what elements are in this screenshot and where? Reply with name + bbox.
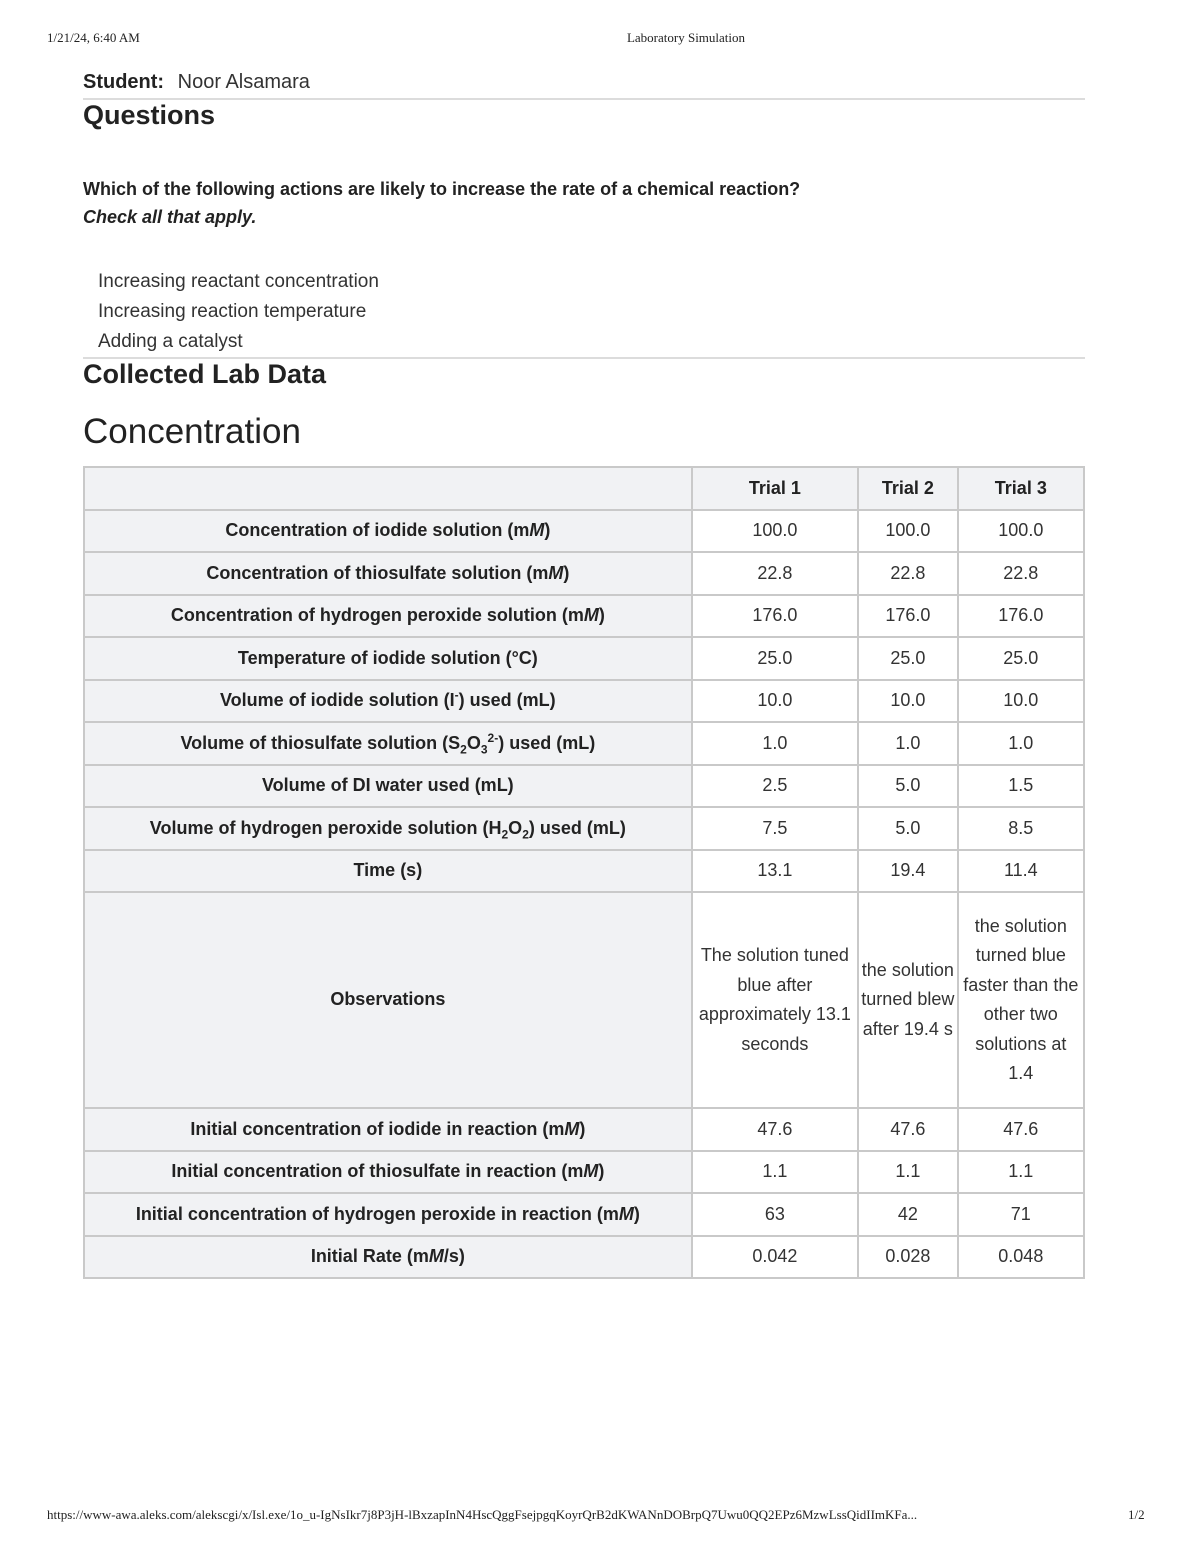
table-cell: 1.0 <box>858 722 958 765</box>
question-hint: Check all that apply. <box>83 207 257 227</box>
table-cell: 71 <box>958 1193 1084 1236</box>
table-cell: 1.1 <box>858 1151 958 1194</box>
print-header <box>0 30 1200 48</box>
table-cell: 42 <box>858 1193 958 1236</box>
table-cell: 176.0 <box>858 595 958 638</box>
table-row-observations <box>84 892 1084 1108</box>
table-row <box>84 510 1084 553</box>
table-cell: 176.0 <box>692 595 858 638</box>
print-url: https://www-awa.aleks.com/alekscgi/x/Isl.exe/1o_u-IgNsIkr7j8P3jH-lBxzapInN4HscQggFsejpgqKoyrQrB2dKWANnDOBrpQ7Uwu0QQ2EPz6MzwLssQidIImKFa... <box>47 1507 918 1522</box>
table-cell: 1.1 <box>692 1151 858 1194</box>
page-content <box>83 66 1085 1279</box>
table-title: Concentration <box>83 412 301 451</box>
answer-list <box>83 267 1085 357</box>
table-row <box>84 1151 1084 1194</box>
row-label: Concentration of hydrogen peroxide solution (mM) <box>84 595 692 638</box>
row-label: Volume of hydrogen peroxide solution $(H_2O_2)$ used (mL) <box>84 807 692 850</box>
table-cell: 47.6 <box>858 1108 958 1151</box>
row-label: Concentration of thiosulfate solution (mM) <box>84 552 692 595</box>
row-label: Initial concentration of thiosulfate in reaction (mM) <box>84 1151 692 1194</box>
column-header: Trial 3 <box>958 467 1084 510</box>
row-label: Volume of iodide solution (I-) used (mL) <box>84 680 692 723</box>
print-footer <box>0 1507 1200 1525</box>
column-header: Trial 1 <box>692 467 858 510</box>
table-cell: 13.1 <box>692 850 858 893</box>
table-cell: 47.6 <box>692 1108 858 1151</box>
table-row <box>84 1236 1084 1279</box>
table-cell: 7.5 <box>692 807 858 850</box>
table-cell: 1.0 <box>958 722 1084 765</box>
table-cell: 1.0 <box>692 722 858 765</box>
table-cell: 0.042 <box>692 1236 858 1279</box>
row-label: Initial Rate (mM/s) <box>84 1236 692 1279</box>
table-row <box>84 1193 1084 1236</box>
table-cell: 22.8 <box>958 552 1084 595</box>
table-row <box>84 637 1084 680</box>
table-row <box>84 552 1084 595</box>
row-label: Initial concentration of iodide in reaction (mM) <box>84 1108 692 1151</box>
table-header-row <box>84 467 1084 510</box>
table-cell: 47.6 <box>958 1108 1084 1151</box>
print-datetime: 1/21/24, 6:40 AM <box>47 30 140 45</box>
student-name: Noor Alsamara <box>177 71 310 93</box>
lab-data-table <box>83 466 1085 1279</box>
column-header: Trial 2 <box>858 467 958 510</box>
table-cell: 5.0 <box>858 807 958 850</box>
table-cell: 5.0 <box>858 765 958 808</box>
row-label: Volume of DI water used (mL) <box>84 765 692 808</box>
answer-item: Increasing reaction temperature <box>98 301 367 322</box>
print-page-number: 1/2 <box>1128 1507 1145 1522</box>
row-label: Concentration of iodide solution (mM) <box>84 510 692 553</box>
table-cell: 25.0 <box>958 637 1084 680</box>
row-label: Initial concentration of hydrogen peroxide in reaction (mM) <box>84 1193 692 1236</box>
table-cell: 1.1 <box>958 1151 1084 1194</box>
row-label: Time (s) <box>84 850 692 893</box>
table-cell: 22.8 <box>692 552 858 595</box>
table-cell: 10.0 <box>692 680 858 723</box>
answer-item: Increasing reactant concentration <box>98 271 379 292</box>
table-row <box>84 1108 1084 1151</box>
table-cell: 10.0 <box>858 680 958 723</box>
table-cell: 63 <box>692 1193 858 1236</box>
lab-data-title: Collected Lab Data <box>83 359 327 389</box>
table-cell: 10.0 <box>958 680 1084 723</box>
observation-cell: The solution tuned blue after approximately 13.1 seconds <box>692 892 858 1108</box>
table-cell: 19.4 <box>858 850 958 893</box>
table-row <box>84 722 1084 765</box>
table-cell: 100.0 <box>858 510 958 553</box>
student-line <box>83 66 1085 98</box>
question-prompt: Which of the following actions are likely to increase the rate of a chemical reaction? <box>83 179 801 199</box>
table-cell: 0.028 <box>858 1236 958 1279</box>
table-cell: 11.4 <box>958 850 1084 893</box>
table-cell: 25.0 <box>692 637 858 680</box>
row-label: Temperature of iodide solution (°C) <box>84 637 692 680</box>
student-label: Student: <box>83 71 165 93</box>
row-label: Observations <box>84 892 692 1108</box>
table-cell: 2.5 <box>692 765 858 808</box>
table-cell: 100.0 <box>958 510 1084 553</box>
observation-cell: the solution turned blew after 19.4 s <box>858 892 958 1108</box>
table-cell: 176.0 <box>958 595 1084 638</box>
answer-item: Adding a catalyst <box>98 331 243 352</box>
table-row <box>84 807 1084 850</box>
table-cell: 8.5 <box>958 807 1084 850</box>
table-cell: 22.8 <box>858 552 958 595</box>
table-row <box>84 765 1084 808</box>
row-label: Volume of thiosulfate solution $(S_2O_3^{2-})$ used (mL) <box>84 722 692 765</box>
table-row <box>84 850 1084 893</box>
observation-cell: the solution turned blue faster than the other two solutions at 1.4 <box>958 892 1084 1108</box>
questions-title: Questions <box>83 100 216 130</box>
print-title: Laboratory Simulation <box>626 30 746 45</box>
table-corner-cell <box>84 467 692 510</box>
table-row <box>84 680 1084 723</box>
table-row <box>84 595 1084 638</box>
table-cell: 1.5 <box>958 765 1084 808</box>
table-cell: 100.0 <box>692 510 858 553</box>
table-cell: 0.048 <box>958 1236 1084 1279</box>
table-cell: 25.0 <box>858 637 958 680</box>
